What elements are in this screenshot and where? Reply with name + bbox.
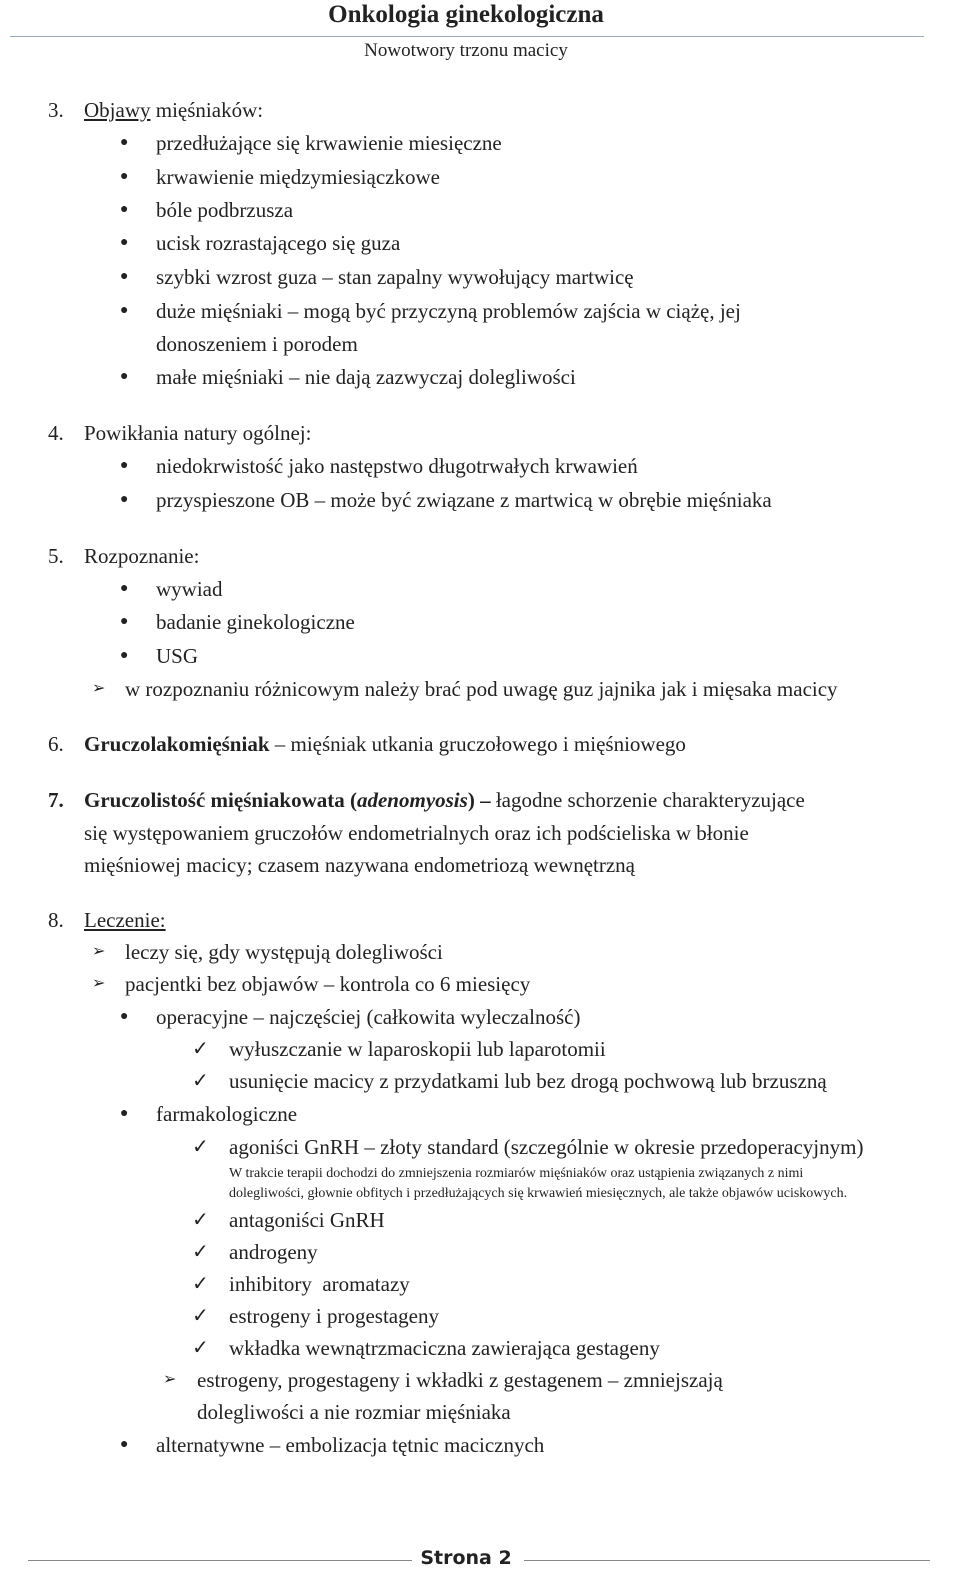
check-item-text: androgeny <box>229 1240 318 1264</box>
arrow-item-text: w rozpoznaniu różnicowym należy brać pod uwagę guz jajnika jak i mięsaka macicy <box>125 677 838 701</box>
list-item-text: wywiad <box>156 577 223 601</box>
bullet-icon: ● <box>120 1009 129 1024</box>
arrow-bullet-icon: ➢ <box>92 680 106 697</box>
checkmark-icon: ✓ <box>192 1070 209 1092</box>
definition: łagodne schorzenie charakteryzujące <box>490 788 805 812</box>
bullet-icon: ● <box>120 303 129 318</box>
arrow-bullet-icon: ➢ <box>92 943 106 960</box>
arrow-bullet-icon: ➢ <box>92 975 106 992</box>
list-item-text: krwawienie międzymiesiączkowe <box>156 165 440 189</box>
section-number: 5. <box>48 544 64 568</box>
list-item-text: operacyjne – najczęściej (całkowita wyleczalność) <box>156 1005 581 1029</box>
heading-underlined: Leczenie: <box>84 908 166 932</box>
list-item-text: USG <box>156 644 199 668</box>
section-heading <box>84 907 166 933</box>
bullet-icon: ● <box>120 581 129 596</box>
arrow-item-continuation: dolegliwości a nie rozmiar mięśniaka <box>197 1400 511 1424</box>
list-item-text: farmakologiczne <box>156 1102 298 1126</box>
checkmark-icon: ✓ <box>192 1273 209 1295</box>
check-item-text: estrogeny i progestageny <box>229 1304 439 1328</box>
bullet-icon: ● <box>120 235 129 250</box>
bold-term: Gruczolistość mięśniakowata ( <box>84 788 357 812</box>
section-7-line: mięśniowej macicy; czasem nazywana endometriozą wewnętrzną <box>84 853 635 877</box>
section-3-heading <box>0 97 960 123</box>
checkmark-icon: ✓ <box>192 1136 209 1158</box>
bullet-icon: ● <box>120 648 129 663</box>
note-line: dolegliwości, głownie obfitych i przedłużających się krwawień miesięcznych, ale także objawów uciskowych. <box>229 1186 848 1201</box>
checkmark-icon: ✓ <box>192 1337 209 1359</box>
bullet-icon: ● <box>120 135 129 150</box>
list-item-text: przyspieszone OB – może być związane z martwicą w obrębie mięśniaka <box>156 488 772 512</box>
checkmark-icon: ✓ <box>192 1305 209 1327</box>
check-item-text: wkładka wewnątrzmaciczna zawierająca gestageny <box>229 1336 660 1360</box>
arrow-item-text: leczy się, gdy występują dolegliwości <box>125 940 443 964</box>
arrow-item-text: pacjentki bez objawów – kontrola co 6 miesięcy <box>125 972 531 996</box>
bullet-icon: ● <box>120 202 129 217</box>
check-item-text: agoniści GnRH – złoty standard (szczególnie w okresie przedoperacyjnym) <box>229 1135 864 1159</box>
section-text <box>84 787 805 813</box>
section-text <box>84 731 686 757</box>
section-heading: Powikłania natury ogólnej: <box>84 421 312 445</box>
document-subtitle: Nowotwory trzonu macicy <box>364 40 568 61</box>
bullet-icon: ● <box>120 169 129 184</box>
section-number: 6. <box>48 732 64 756</box>
header-divider <box>10 36 924 37</box>
heading-rest: mięśniaków: <box>150 98 264 122</box>
check-item-text: usunięcie macicy z przydatkami lub bez drogą pochwową lub brzuszną <box>229 1069 827 1093</box>
list-item-text: niedokrwistość jako następstwo długotrwałych krwawień <box>156 454 638 478</box>
bullet-icon: ● <box>120 269 129 284</box>
list-item-text: przedłużające się krwawienie miesięczne <box>156 131 502 155</box>
arrow-item-text: estrogeny, progestageny i wkładki z gestagenem – zmniejszają <box>197 1368 723 1392</box>
list-item-text: alternatywne – embolizacja tętnic macicznych <box>156 1433 545 1457</box>
bold-term: ) – <box>467 788 491 812</box>
check-item-text: antagoniści GnRH <box>229 1208 385 1232</box>
page-number: Strona 2 <box>420 1547 512 1569</box>
checkmark-icon: ✓ <box>192 1038 209 1060</box>
section-heading <box>84 97 263 123</box>
bullet-icon: ● <box>120 1437 129 1452</box>
definition: – mięśniak utkania gruczołowego i mięśniowego <box>269 732 686 756</box>
bullet-icon: ● <box>120 458 129 473</box>
section-heading: Rozpoznanie: <box>84 544 200 568</box>
section-number: 3. <box>48 98 64 122</box>
heading-underlined: Objawy <box>84 98 151 122</box>
bullet-icon: ● <box>120 1106 129 1121</box>
bullet-icon: ● <box>120 492 129 507</box>
list-item-text: donoszeniem i porodem <box>156 332 358 356</box>
list-item-text: szybki wzrost guza – stan zapalny wywołujący martwicę <box>156 265 634 289</box>
bullet-icon: ● <box>120 369 129 384</box>
list-item-text: duże mięśniaki – mogą być przyczyną problemów zajścia w ciążę, jej <box>156 299 741 323</box>
section-number: 8. <box>48 908 64 932</box>
checkmark-icon: ✓ <box>192 1241 209 1263</box>
arrow-bullet-icon: ➢ <box>163 1371 177 1388</box>
list-item-text: ucisk rozrastającego się guza <box>156 231 401 255</box>
note-line: W trakcie terapii dochodzi do zmniejszenia rozmiarów mięśniaków oraz ustąpienia związanych z nimi <box>229 1166 804 1181</box>
check-item-text: wyłuszczanie w laparoskopii lub laparotomii <box>229 1037 606 1061</box>
section-7-line: się występowaniem gruczołów endometrialnych oraz ich podścieliska w błonie <box>84 821 749 845</box>
italic-term: adenomyosis <box>356 788 468 812</box>
bullet-icon: ● <box>120 614 129 629</box>
document-title: Onkologia ginekologiczna <box>328 1 604 28</box>
section-number: 7. <box>48 788 64 812</box>
list-item-text: małe mięśniaki – nie dają zazwyczaj dolegliwości <box>156 365 576 389</box>
bold-term: Gruczolakomięśniak <box>84 732 270 756</box>
checkmark-icon: ✓ <box>192 1209 209 1231</box>
section-number: 4. <box>48 421 64 445</box>
list-item-text: badanie ginekologiczne <box>156 610 355 634</box>
list-item-text: bóle podbrzusza <box>156 198 294 222</box>
check-item-text: inhibitory aromatazy <box>229 1272 410 1296</box>
